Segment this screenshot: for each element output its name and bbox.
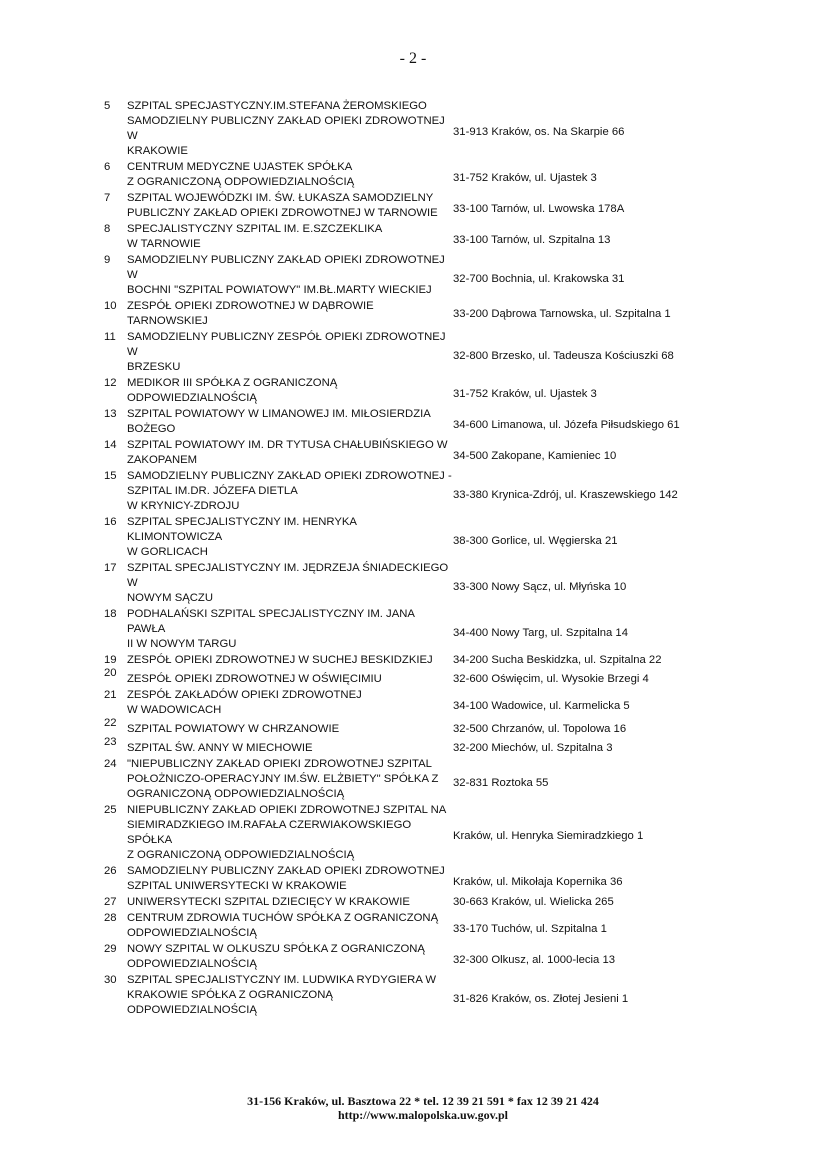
table-row [104,688,744,718]
hospital-name-line: SZPITAL POWIATOWY W LIMANOWEJ IM. MIŁOSIERDZIA [127,408,431,420]
table-row [104,561,744,606]
hospital-name-line: POŁOŻNICZO-OPERACYJNY IM.ŚW. ELŻBIETY" SPÓŁKA Z [127,773,439,785]
hospital-name [127,688,453,718]
row-number: 23 [104,736,117,748]
hospital-address: 32-500 Chrzanów, ul. Topolowa 16 [453,723,627,735]
row-number: 10 [104,300,117,312]
hospital-name [127,741,453,756]
page-number: - 2 - [399,50,427,67]
hospital-name-line: SAMODZIELNY PUBLICZNY ZAKŁAD OPIEKI ZDROWOTNEJ - [127,470,452,482]
hospital-name-line: BOCHNI "SZPITAL POWIATOWY" IM.BŁ.MARTY WIECKIEJ [127,284,432,296]
hospital-name [127,407,453,437]
hospital-address: 30-663 Kraków, ul. Wielicka 265 [453,896,614,908]
row-number: 12 [104,377,117,389]
hospital-address: 34-100 Wadowice, ul. Karmelicka 5 [453,700,630,712]
hospital-name [127,672,453,687]
hospital-name-line: ODPOWIEDZIALNOŚCIĄ [127,958,257,970]
table-row [104,911,744,941]
row-number: 18 [104,608,117,620]
table-row [104,407,744,437]
hospital-name [127,376,453,406]
hospital-name-line: ZAKOPANEM [127,454,198,466]
hospital-name-line: ZESPÓŁ OPIEKI ZDROWOTNEJ W OŚWIĘCIMIU [127,673,382,685]
hospital-address: 33-200 Dąbrowa Tarnowska, ul. Szpitalna 1 [453,307,671,320]
hospital-name-line: SAMODZIELNY PUBLICZNY ZAKŁAD OPIEKI ZDROWOTNEJ W [127,254,445,281]
hospital-name-line: ODPOWIEDZIALNOŚCIĄ [127,927,257,939]
footer-address: 31-156 Kraków, ul. Basztowa 22 * tel. 12 39 21 591 * fax 12 39 21 424 [247,1094,599,1108]
hospital-name-line: SPECJALISTYCZNY SZPITAL IM. E.SZCZEKLIKA [127,223,383,235]
row-number: 19 [104,654,117,666]
hospital-name-line: BRZESKU [127,361,181,373]
hospital-name-line: Z OGRANICZONĄ ODPOWIEDZIALNOŚCIĄ [127,849,355,861]
hospital-name-line: W WADOWICACH [127,704,222,716]
hospital-name-line: KRAKOWIE SPÓŁKA Z OGRANICZONĄ [127,989,333,1001]
hospital-name [127,160,453,190]
hospital-name-line: SZPITAL SPECJALISTYCZNY IM. LUDWIKA RYDYGIERA W [127,974,437,986]
table-row [104,253,744,298]
table-row [104,330,744,375]
hospital-name-line: CENTRUM MEDYCZNE UJASTEK SPÓŁKA [127,161,353,173]
hospital-address: 32-600 Oświęcim, ul. Wysokie Brzegi 4 [453,673,649,685]
row-number: 22 [104,717,117,729]
table-row [104,973,744,1018]
row-number: 27 [104,896,117,908]
table-row [104,653,744,668]
hospital-address: 33-100 Tarnów, ul. Lwowska 178A [453,203,625,215]
row-number: 15 [104,470,117,482]
row-number: 21 [104,689,117,701]
hospital-address: 34-600 Limanowa, ul. Józefa Piłsudskiego 61 [453,419,680,431]
hospital-name-line: BOŻEGO [127,423,176,435]
table-row [104,736,744,756]
hospital-name-line: "NIEPUBLICZNY ZAKŁAD OPIEKI ZDROWOTNEJ SZPITAL [127,758,432,770]
table-row [104,895,744,910]
hospital-name-line: SZPITAL POWIATOWY IM. DR TYTUSA CHAŁUBIŃSKIEGO W [127,439,448,451]
row-number: 26 [104,865,117,877]
hospital-name [127,222,453,252]
hospital-name [127,911,453,941]
hospital-name [127,973,453,1018]
table-row [104,160,744,190]
hospital-name-line: SAMODZIELNY PUBLICZNY ZAKŁAD OPIEKI ZDROWOTNEJ [127,865,445,877]
hospital-address: 32-200 Miechów, ul. Szpitalna 3 [453,742,613,754]
hospital-name-line: CENTRUM ZDROWIA TUCHÓW SPÓŁKA Z OGRANICZONĄ [127,912,439,924]
hospital-name [127,895,453,910]
hospital-name [127,438,453,468]
hospital-name-line: ODPOWIEDZIALNOŚCIĄ [127,392,257,404]
hospital-name-line: ZESPÓŁ ZAKŁADÓW OPIEKI ZDROWOTNEJ [127,689,362,701]
hospital-name [127,653,453,668]
hospital-address: 33-100 Tarnów, ul. Szpitalna 13 [453,234,611,246]
hospital-name-line: SZPITAL UNIWERSYTECKI W KRAKOWIE [127,880,347,892]
hospital-name-line: PUBLICZNY ZAKŁAD OPIEKI ZDROWOTNEJ W TARNOWIE [127,207,438,219]
hospital-name [127,469,453,514]
hospital-name-line: II W NOWYM TARGU [127,638,237,650]
table-row [104,667,744,687]
hospital-address: 31-752 Kraków, ul. Ujastek 3 [453,388,597,400]
hospital-name-line: NIEPUBLICZNY ZAKŁAD OPIEKI ZDROWOTNEJ SZPITAL NA [127,804,447,816]
row-number: 24 [104,758,117,770]
hospital-name-line: NOWY SZPITAL W OLKUSZU SPÓŁKA Z OGRANICZONĄ [127,943,425,955]
row-number: 16 [104,516,117,528]
hospital-address: 34-500 Zakopane, Kamieniec 10 [453,450,617,462]
row-number: 25 [104,804,117,816]
table-row [104,299,744,329]
hospital-name-line: W GORLICACH [127,546,208,558]
hospital-name-line: SZPITAL ŚW. ANNY W MIECHOWIE [127,742,313,754]
hospital-address: 33-170 Tuchów, ul. Szpitalna 1 [453,923,607,935]
hospital-name [127,803,453,863]
hospital-name-line: SZPITAL POWIATOWY W CHRZANOWIE [127,723,340,735]
row-number: 6 [104,161,111,173]
hospital-name-line: MEDIKOR III SPÓŁKA Z OGRANICZONĄ [127,377,338,389]
hospital-name-line: Z OGRANICZONĄ ODPOWIEDZIALNOŚCIĄ [127,176,355,188]
hospital-name [127,330,453,375]
row-number: 17 [104,562,117,574]
hospital-address: 31-752 Kraków, ul. Ujastek 3 [453,172,597,184]
hospital-address: Kraków, ul. Henryka Siemiradzkiego 1 [453,830,644,842]
hospital-name-line: SAMODZIELNY PUBLICZNY ZESPÓŁ OPIEKI ZDROWOTNEJ W [127,331,446,358]
row-number: 20 [104,667,117,679]
hospital-name [127,515,453,560]
row-number: 29 [104,943,117,955]
hospital-name [127,722,453,737]
hospital-name-line: OGRANICZONĄ ODPOWIEDZIALNOŚCIĄ [127,788,345,800]
hospital-address: 32-300 Olkusz, al. 1000-lecia 13 [453,954,616,966]
hospital-name [127,942,453,972]
hospital-name-line: SAMODZIELNY PUBLICZNY ZAKŁAD OPIEKI ZDROWOTNEJ W [127,115,445,142]
table-row [104,469,744,514]
hospital-address: Kraków, ul. Mikołaja Kopernika 36 [453,876,623,888]
table-row [104,803,744,863]
hospital-address: 34-200 Sucha Beskidzka, ul. Szpitalna 22 [453,654,662,666]
footer-url[interactable]: http://www.malopolska.uw.gov.pl [337,1108,509,1122]
hospital-address: 31-826 Kraków, os. Złotej Jesieni 1 [453,992,629,1005]
hospital-name [127,607,453,652]
hospital-name [127,99,453,159]
table-row [104,757,744,802]
hospital-name-line: KRAKOWIE [127,145,188,157]
table-row [104,942,744,972]
table-row [104,222,744,252]
hospital-name [127,191,453,221]
row-number: 30 [104,974,117,986]
hospital-address: 38-300 Gorlice, ul. Węgierska 21 [453,534,618,547]
table-row [104,376,744,406]
hospital-name-line: SZPITAL SPECJASTYCZNY.IM.STEFANA ŻEROMSKIEGO [127,100,427,112]
hospital-name [127,299,453,329]
row-number: 9 [104,254,111,266]
row-number: 5 [104,100,111,112]
hospital-address: 32-831 Roztoka 55 [453,776,549,789]
hospital-name-line: ODPOWIEDZIALNOŚCIĄ [127,1004,257,1016]
row-number: 14 [104,439,117,451]
row-number: 13 [104,408,117,420]
hospital-name [127,757,453,802]
table-row [104,717,744,737]
row-number: 7 [104,192,111,204]
hospital-address: 33-300 Nowy Sącz, ul. Młyńska 10 [453,580,627,593]
table-row [104,438,744,468]
hospital-address: 34-400 Nowy Targ, ul. Szpitalna 14 [453,626,628,639]
table-row [104,99,744,159]
table-row [104,191,744,221]
hospital-name-line: W KRYNICY-ZDROJU [127,500,240,512]
hospital-name-line: UNIWERSYTECKI SZPITAL DZIECIĘCY W KRAKOWIE [127,896,410,908]
hospital-address: 31-913 Kraków, os. Na Skarpie 66 [453,126,625,138]
table-row [104,864,744,894]
hospital-name-line: NOWYM SĄCZU [127,592,213,604]
hospital-address: 33-380 Krynica-Zdrój, ul. Kraszewskiego 142 [453,488,678,501]
row-number: 28 [104,912,117,924]
hospital-name-line: SIEMIRADZKIEGO IM.RAFAŁA CZERWIAKOWSKIEGO SPÓŁKA [127,819,412,846]
table-row [104,515,744,560]
hospital-name-line: W TARNOWIE [127,238,201,250]
hospital-name-line: ZESPÓŁ OPIEKI ZDROWOTNEJ W SUCHEJ BESKIDZKIEJ [127,654,433,666]
hospital-name-line: SZPITAL SPECJALISTYCZNY IM. HENRYKA KLIMONTOWICZA [127,516,357,543]
hospital-name-line: PODHALAŃSKI SZPITAL SPECJALISTYCZNY IM. JANA PAWŁA [127,608,415,635]
table-row [104,607,744,652]
hospital-name [127,864,453,894]
hospital-name-line: SZPITAL WOJEWÓDZKI IM. ŚW. ŁUKASZA SAMODZIELNY [127,192,434,204]
hospital-name [127,561,453,606]
hospital-name-line: SZPITAL SPECJALISTYCZNY IM. JĘDRZEJA ŚNIADECKIEGO W [127,562,449,589]
hospital-name-line: ZESPÓŁ OPIEKI ZDROWOTNEJ W DĄBROWIE TARNOWSKIEJ [127,300,374,327]
row-number: 11 [104,331,116,343]
footer [0,1094,826,1122]
hospital-name-line: SZPITAL IM.DR. JÓZEFA DIETLA [127,485,298,497]
hospital-address: 32-700 Bochnia, ul. Krakowska 31 [453,272,625,285]
hospital-name [127,253,453,298]
hospital-address: 32-800 Brzesko, ul. Tadeusza Kościuszki 68 [453,349,674,362]
hospital-table [104,99,744,1019]
row-number: 8 [104,223,111,235]
